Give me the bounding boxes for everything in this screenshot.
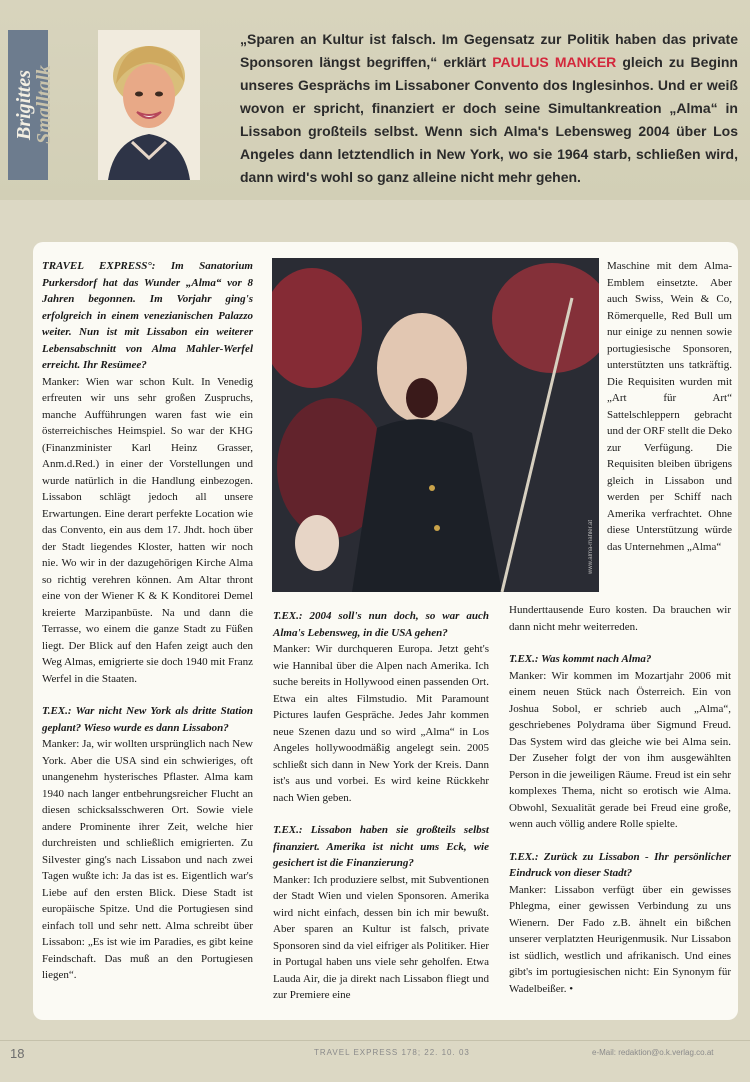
continued-text: Hunderttausende Euro kosten. Da brauchen wir dann nicht mehr weiterreden. [509, 604, 731, 633]
column-title [14, 30, 54, 180]
interview-answer: Manker: Wir durchqueren Europa. Jetzt geht's wie Hannibal über die Alpen nach Amerika. Ich suche bereits in Hollywood einen passenden Ort. Etwa ein altes Filmstudio. Mit Paramount Pictures laufen Gespräche. Jedes Jahr kommen neue Szenen dazu und so wird „Alma“ in Los Angeles hollywoodmäßig angelegt sein. 2005 schließt sich dann in New York der Kreis. Dann ist's aus und vorbei. Es wird keine Rückkehr nach Wien geben. [273, 643, 489, 804]
stage-photo [272, 258, 599, 592]
interview-question: T.EX.: Zurück zu Lissabon - Ihr persönlicher Eindruck von dieser Stadt? [509, 850, 731, 879]
interview-answer: Manker: Wien war schon Kult. In Venedig erfreuten wir uns sehr großen Zuspruchs, manche Aufführungen waren fast wie ein österreichisches Heimspiel. So war der KHG (Finanzminister Karl Heinz Grasser, Anm.d.Red.) in einer der Vorstellungen und wurde natürlich in die Handlung einbezogen. Lissabon schlägt jedoch all unsere Erwartungen. Eine derart perfekte Location wie das Convento, ein aus dem 17. Jhdt. hoch über der Stadt liegendes Kloster, hatten wir noch nie. Wo wir in der dazugehörigen Kirche Alma so richtig verehren können. Am Altar thront eine von der Wiener K & K Konditorei Demel kreierte Marzipanbüste. Na und dann die Terrasse, wo einem die ganze Stadt zu Füßen liegt. Der Blick auf den Hafen zeigt auch den Weg Almas, emigrierte sie doch 1940 mit Franz Werfel in die Staaten. [42, 375, 253, 685]
interview-question: T.EX.: Lissabon haben sie großteils selbst finanziert. Amerika ist nicht ums Eck, wie gesichert ist die Finanzierung? [273, 824, 489, 869]
interview-question: T.EX.: Was kommt nach Alma? [509, 653, 652, 665]
page-number: 18 [10, 1046, 25, 1061]
intro-name-highlight: PAULUS MANKER [492, 54, 617, 70]
interview-answer: Manker: Lissabon verfügt über ein gewisses Phlegma, einer gewissen Verbindung zu uns Wienern. Der Fado z.B. ähnelt ein bißchen unserer verplatzten Heurigenmusik. Nur Lissabon ist südlich, westlich und afrikanisch. Und eines gibt's im portugiesischen nicht: Ein Synonym für Wadelbeißer. • [509, 883, 731, 995]
footer-divider [0, 1040, 750, 1041]
photo-credit: www.alma-mahler.at [588, 520, 594, 575]
article-column-1 [42, 258, 253, 1000]
intro-text-end: gleich zu Beginn unseres Gesprächs im Lissaboner Convento dos Inglesinhos. Und er weiß wovon er spricht, finanziert er doch seine Simultankreation „Alma“ in Lissabon großteils selbst. Wenn sich Alma's Lebensweg 2004 über Los Angeles dann letztendlich in New York, wo sie 1964 starb, schließen wird, dann wird's wohl so ganz alleine nicht mehr gehen. [240, 54, 738, 185]
interview-answer: Manker: Wir kommen im Mozartjahr 2006 mit einem neuen Stück nach Österreich. Ein von Joshua Sobol, er schrieb auch „Alma“, geschriebenes Polydrama über Sigmund Freud. Das System wird das gleiche wie bei Alma sein. Der Zuseher folgt der von ihm ausgewählten Person in die jeweiligen Räume. Freud ist ein sehr komplexes Thema, nicht so erotisch wie Alma. Obwohl, Sexualität gerade bei Freud eine große, wenn auch völlig andere Rolle spielte. [509, 669, 731, 830]
contact-email: e-Mail: redaktion@o.k.verlag.co.at [592, 1048, 714, 1057]
interview-answer: Manker: Ja, wir wollten ursprünglich nach New York. Aber die USA sind ein schwieriges, oft unangenehm hysterisches Pflaster. Alma kam 1940 nach langer entbehrungsreicher Flucht an diesen schicksalsschweren Ort. Sowie viele andere Prominente ihrer Zeit, welche hier durchreisten und schließlich emigrierten. Zu Silvester ging's nach Lissabon und nach zwei Tagen wußte ich: Ja das ist es. Eigentlich war's Liebe auf den ersten Blick. Diese Stadt ist europäische Spitze. Und die Portugiesen sind einfach toll und sehr nett. Alma schreibt über Lissabon: „Es ist wie im Paradies, es gibt keine Feindschaft. Das muß an den Portugiesen liegen“. [42, 738, 253, 981]
intro-paragraph [240, 28, 738, 189]
interview-answer: Manker: Ich produziere selbst, mit Subventionen der Stadt Wien und vielen Sponsoren. Amerika wird nicht einfach, dessen bin ich mir bewußt. Aber sparen an Kultur ist falsch, private Sponsoren sind da viel eifriger als Politiker. Hier in Portugal haben uns viele sehr geholfen. Etwa Lauda Air, die ja direkt nach Lissabon fliegt und zur Premiere eine [273, 873, 489, 1001]
interview-question: T.EX.: 2004 soll's nun doch, so war auch Alma's Lebensweg, in die USA gehen? [273, 610, 489, 639]
interview-question: T.EX.: War nicht New York als dritte Station geplant? Wieso wurde es dann Lissabon? [42, 705, 253, 734]
intro-text-start: „Sparen an Kultur ist falsch. Im Gegensatz zur Politik haben das private Sponsoren längst begriffen,“ erklärt [240, 31, 738, 70]
issue-info: TRAVEL EXPRESS 178; 22. 10. 03 [314, 1048, 470, 1057]
article-column-3 [509, 602, 731, 1013]
column-title-second: Smalltalk [33, 65, 55, 145]
article-column-2 [273, 608, 489, 1020]
interview-question: TRAVEL EXPRESS°: Im Sanatorium Purkersdorf hat das Wunder „Alma“ vor 8 Jahren begonnen. Im Vorjahr ging's erfolgreich in einem venezianischen Palazzo weiter. Nun ist mit Lissabon ein weiterer Lebensabschnitt von Alma Mahler-Werfel erreicht. Ihr Resümee? [42, 260, 253, 371]
column-title-first: Brigittes [13, 70, 35, 141]
article-column-3-top: Maschine mit dem Alma-Emblem einsetzte. Aber auch Swiss, Wein & Co, Römerquelle, Red Bull um nur einige zu nennen sowie portugiesische Sponsoren, unterstützten uns tatkräftig. Die Requisiten wurden mit „Art für Art“ Sattelschleppern gebracht und der ORF stellt die Deko zur Verfügung. Die Requisiten bleiben übrigens gleich in Lissabon und werden per Schiff nach Amerika verfrachtet. Ohne diese Unterstützung würde das Unternehmen „Alma“ [607, 260, 732, 553]
author-portrait [98, 30, 200, 180]
